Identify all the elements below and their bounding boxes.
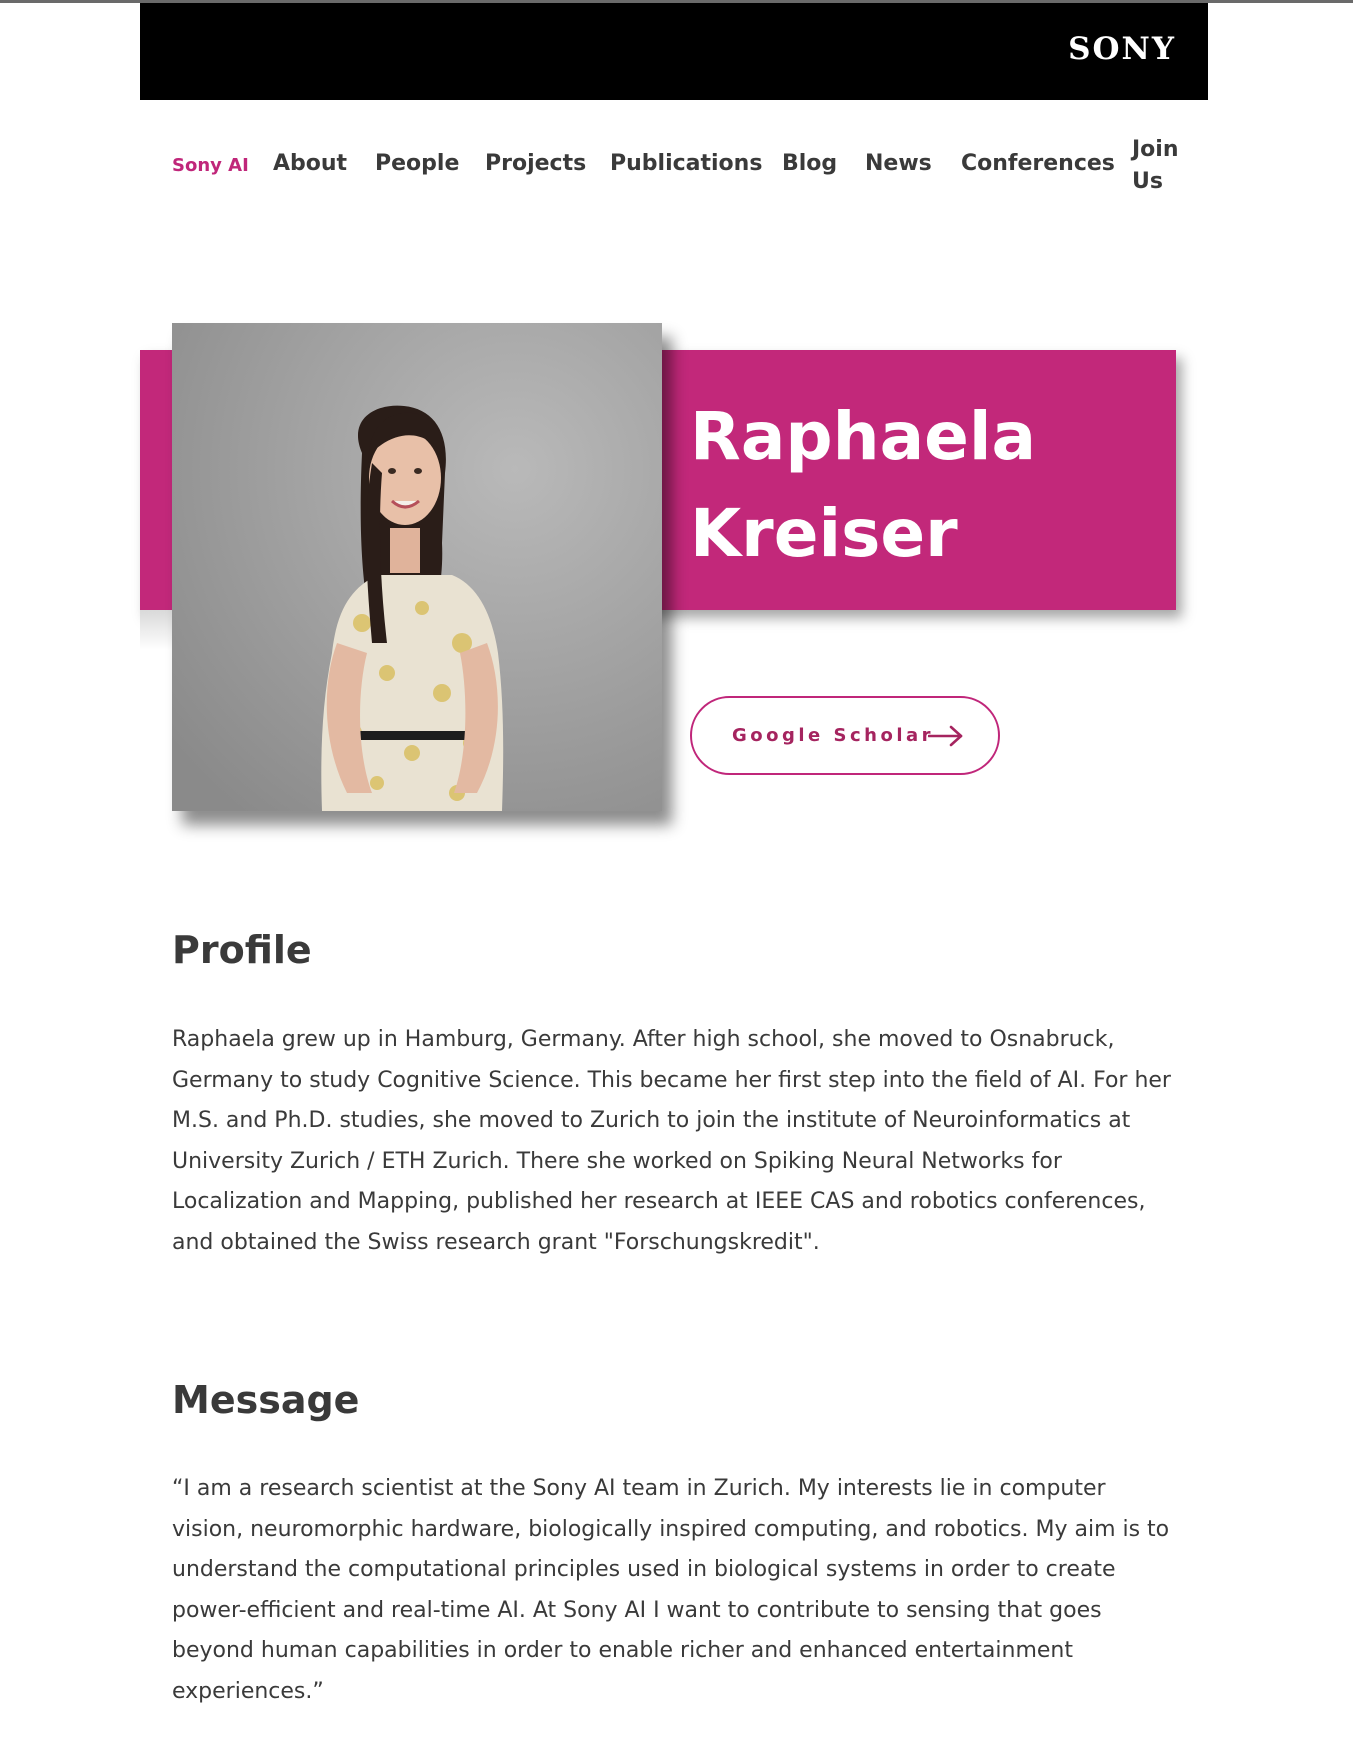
nav-item-about[interactable]: About [273, 151, 348, 176]
arrow-right-icon [928, 724, 964, 748]
nav-item-join-us[interactable]: Join Us [1132, 137, 1179, 194]
main-nav [172, 130, 1180, 200]
nav-home-sony-ai[interactable]: Sony AI [172, 155, 249, 176]
nav-item-publications[interactable]: Publications [610, 151, 763, 176]
nav-item-projects[interactable]: Projects [485, 151, 587, 176]
nav-item-people[interactable]: People [375, 151, 460, 176]
last-name: Kreiser [690, 495, 958, 572]
nav-item-blog[interactable]: Blog [782, 151, 838, 176]
sony-logo[interactable]: SONY [1068, 31, 1176, 67]
google-scholar-label: Google Scholar [732, 725, 935, 746]
message-text: “I am a research scientist at the Sony AI team in Zurich. My interests lie in computer vision, neuromorphic hardware, biologically inspired computing, and robotics. My aim is to understand the computational principles used in biological systems in order to create power-efficient and real-time AI. At Sony AI I want to contribute to sensing that goes beyond human capabilities in order to enable richer and enhanced entertainment experiences.” [172, 1476, 1170, 1704]
person-name [690, 388, 1160, 582]
message-heading: Message [172, 1378, 360, 1422]
google-scholar-button[interactable] [690, 696, 1000, 775]
profile-photo [172, 323, 662, 811]
banner-shadow [140, 610, 172, 650]
nav-item-news[interactable]: News [865, 151, 932, 176]
nav-item-conferences[interactable]: Conferences [961, 151, 1115, 176]
brand-bar [140, 3, 1208, 100]
profile-heading: Profile [172, 928, 312, 972]
first-name: Raphaela [690, 398, 1037, 475]
portrait-image [172, 323, 662, 811]
profile-text: Raphaela grew up in Hamburg, Germany. After high school, she moved to Osnabruck, Germany to study Cognitive Science. This became her first step into the field of AI. For her M.S. and Ph.D. studies, she moved to Zurich to join the institute of Neuroinformatics at University Zurich / ETH Zurich. There she worked on Spiking Neural Networks for Localization and Mapping, published her research at IEEE CAS and robotics conferences, and obtained the Swiss research grant "Forschungskredit". [172, 1027, 1171, 1255]
